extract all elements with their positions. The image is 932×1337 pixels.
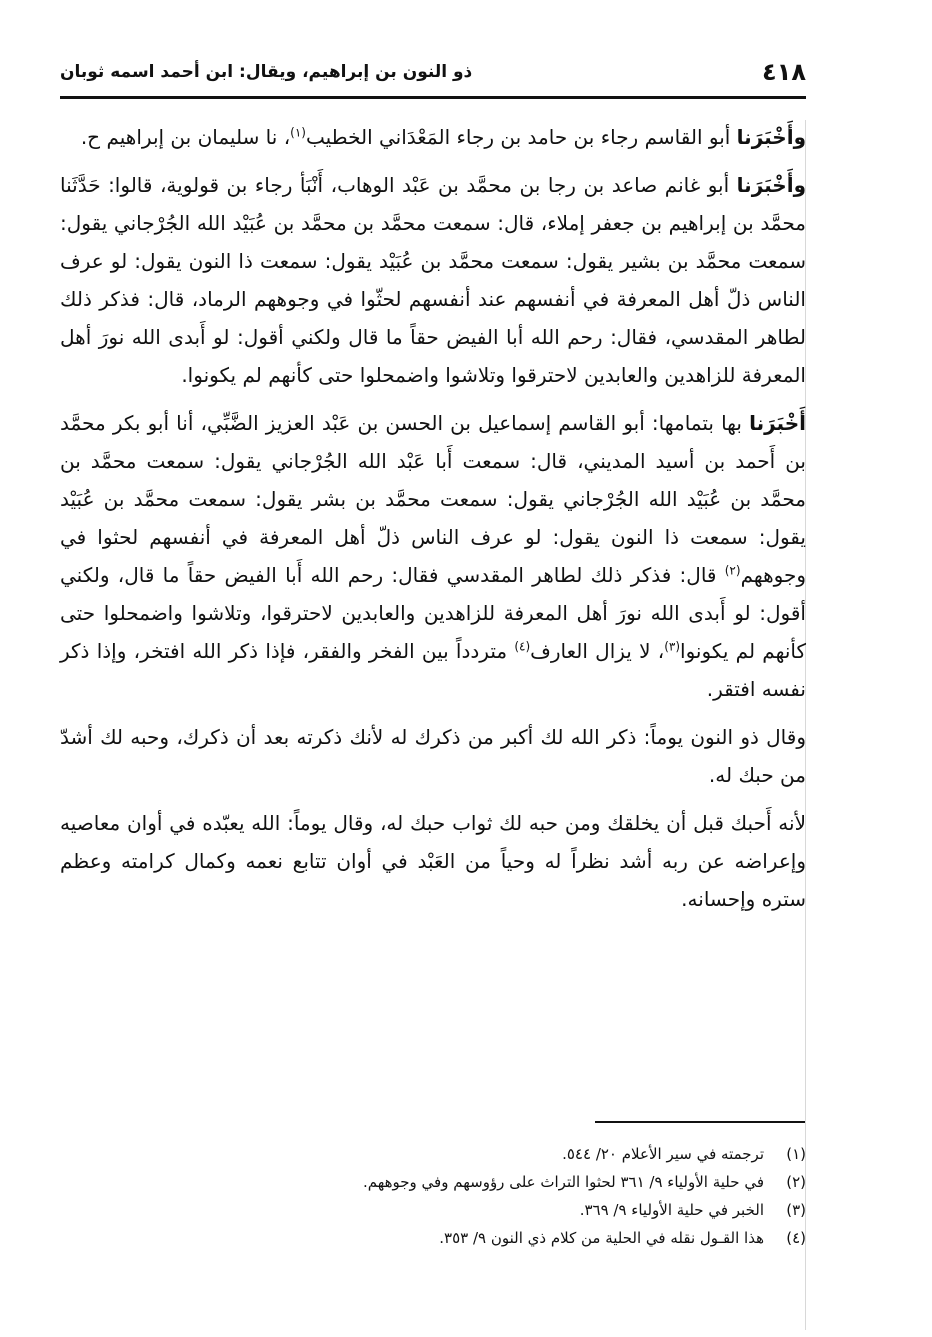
footnote-separator	[595, 1121, 805, 1123]
paragraph-tail: ، نا سليمان بن إبراهيم ح.	[80, 125, 291, 149]
paragraph-text: أبو غانم صاعد بن رجا بن محمَّد بن عَبْد الوهاب، أَنْبَأ رجاء بن قولوية، قالوا: حَدَّثَنا محمَّد بن إبراهيم بن جعفر إملاء، قال: سمعت محمَّد بن محمَّد بن عُبَيْد الله الجُرْجاني يقول: سمعت محمَّد بن بشير يقول: سمعت محمَّد بن عُبَيْد يقول: سمعت ذا النون يقول: لو عرف الناس ذلّ أهل المعرفة في أنفسهم عند أنفسهم لحثّوا في وجوههم الرماد، قال: فذكر ذلك لطاهر المقدسي، فقال: رحم الله أبا الفيض حقاً ما قال ولكني أقول: لو أَبدى الله نورَ أهل المعرفة للزاهدين والعابدين لاحترقوا وتلاشوا واضمحلوا حتى كأنهم لم يكونوا.	[60, 173, 806, 387]
footnote	[60, 1140, 806, 1168]
header-rule	[60, 96, 806, 99]
paragraph-text: بها بتمامها: أبو القاسم إسماعيل بن الحسن بن عَبْد العزيز الضَّبِّي، أنا أبو بكر محمَّد بن أَحمد بن أسيد المديني، قال: سمعت أَبا عَبْد الله الجُرْجاني يقول: سمعت محمَّد بن محمَّد بن عُبَيْد الله الجُرْجاني يقول: سمعت محمَّد بن بشر يقول: سمعت محمَّد بن عُبَيْد يقول: سمعت ذا النون يقول: لو عرف الناس ذلّ أهل المعرفة في أنفسهم لحثوا في وجوههم	[60, 411, 806, 587]
paragraph-text: لأنه أَحبك قبل أن يخلقك ومن حبه لك ثواب حبك له، وقال يوماً: الله يعبّده في أوان معاصيه وإعراضه عن ربه أشد نظراً له وحياً من العَبْد في أوان تتابع نعمه وكمال كرامته وعظم ستره وإحسانه.	[60, 811, 806, 911]
paragraph-tail: ، لا يزال العارف	[530, 639, 665, 663]
running-header	[60, 56, 806, 96]
paragraph-1	[60, 118, 806, 156]
footnote	[60, 1196, 806, 1224]
footnote-number: (٣)	[786, 1201, 806, 1219]
paragraph-lead: أَخْبَرَنا	[749, 411, 806, 435]
paragraph-lead: وأَخْبَرَنا	[736, 173, 806, 197]
footnote-ref: (٢)	[724, 563, 741, 578]
footnote-number: (٤)	[786, 1229, 806, 1247]
footnote-text: هذا القـول نقله في الحلية من كلام ذي النون ٩/ ٣٥٣.	[439, 1229, 764, 1247]
paragraph-lead: وأَخْبَرَنا	[736, 125, 806, 149]
footnote-number: (١)	[786, 1145, 806, 1163]
paragraph-3	[60, 404, 806, 708]
paragraph-5	[60, 804, 806, 918]
footnote	[60, 1168, 806, 1196]
page-number: ٤١٨	[762, 58, 806, 86]
paragraph-text: أبو القاسم رجاء بن حامد بن رجاء المَعْدَاني الخطيب	[305, 125, 737, 149]
footnote	[60, 1224, 806, 1252]
footnote-ref: (١)	[290, 125, 306, 140]
footnote-text: ترجمته في سير الأعلام ٢٠/ ٥٤٤.	[562, 1145, 764, 1163]
paragraph-4	[60, 718, 806, 794]
paragraph-tail: قال: فذكر ذلك لطاهر المقدسي فقال: رحم الله أَبا الفيض حقاً ما قال، ولكني أقول: لو أَبدى الله نورَ أهل المعرفة للزاهدين والعابدين لاحترقوا، وتلاشوا واضمحلوا حتى كأنهم لم يكونوا	[60, 563, 806, 663]
paragraph-2	[60, 166, 806, 394]
running-title: ذو النون بن إبراهيم، ويقال: ابن أحمد اسمه ثوبان	[60, 62, 473, 82]
footnote-ref: (٣)	[664, 639, 681, 654]
footnote-text: في حلية الأولياء ٩/ ٣٦١ لحثوا التراث على رؤوسهم وفي وجوههم.	[362, 1173, 764, 1191]
paragraph-tail: متردداً بين الفخر والفقر، فإذا ذكر الله افتخر، وإذا ذكر نفسه افتقر.	[60, 639, 806, 701]
paragraph-text: وقال ذو النون يوماً: ذكر الله لك أكبر من ذكرك له لأنك ذكرته بعد أن ذكرك، وحبه لك أشدّ من حبك له.	[60, 725, 806, 787]
main-text	[60, 118, 806, 928]
footnote-ref: (٤)	[514, 639, 531, 654]
footnote-number: (٢)	[786, 1173, 806, 1191]
footnote-text: الخبر في حلية الأولياء ٩/ ٣٦٩.	[579, 1201, 764, 1219]
footnotes	[60, 1140, 806, 1252]
